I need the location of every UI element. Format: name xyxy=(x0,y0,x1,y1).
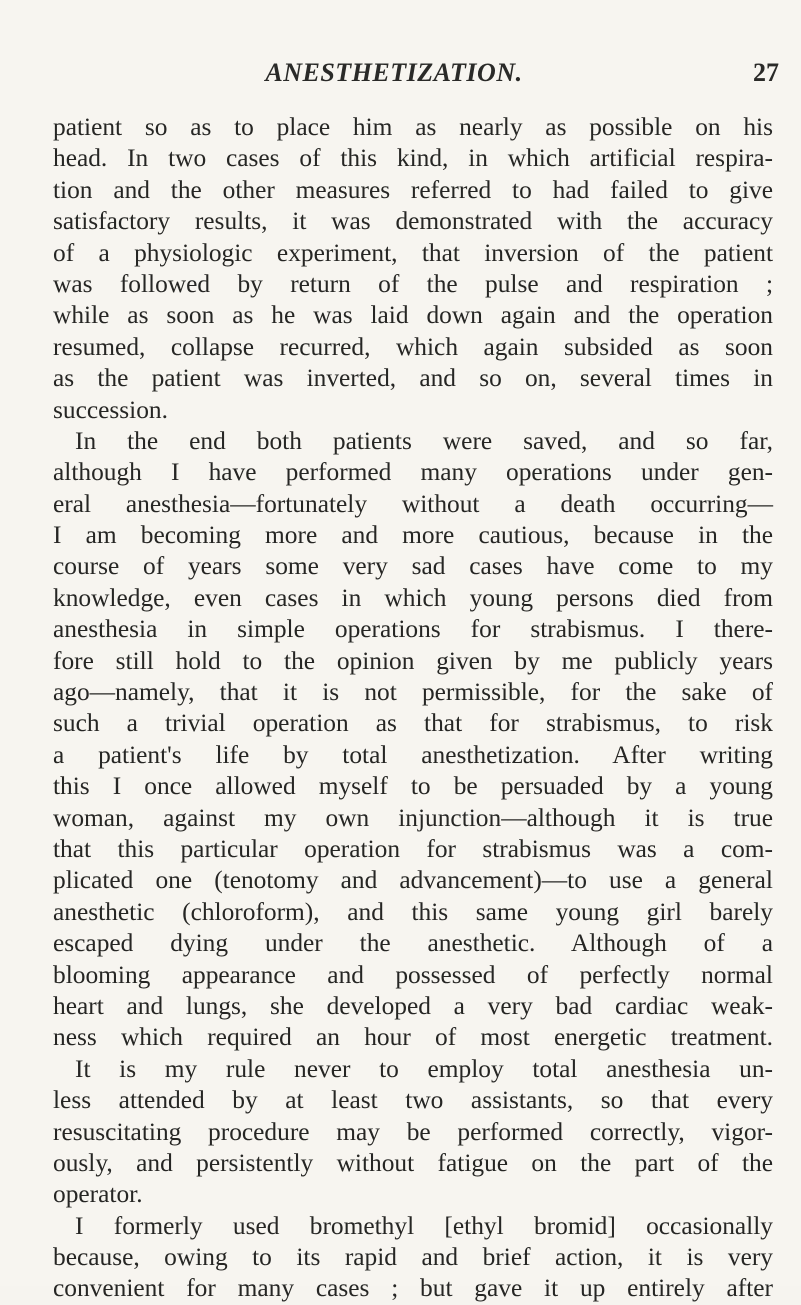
running-head xyxy=(0,58,801,98)
text-line: of a physiologic experiment, that inversion of the patient xyxy=(53,238,773,267)
text-line: heart and lungs, she developed a very bad cardiac weak- xyxy=(53,991,773,1020)
text-line: In the end both patients were saved, and so far, xyxy=(75,426,773,455)
text-line: satisfactory results, it was demonstrated with the accuracy xyxy=(53,207,773,236)
text-line: that this particular operation for strabismus was a com- xyxy=(53,834,773,863)
running-title: ANESTHETIZATION. xyxy=(265,58,523,87)
text-line: fore still hold to the opinion given by me publicly years xyxy=(53,646,773,675)
text-line: plicated one (tenotomy and advancement)—to use a general xyxy=(53,866,773,895)
text-line: such a trivial operation as that for strabismus, to risk xyxy=(53,709,773,738)
text-line: course of years some very sad cases have come to my xyxy=(53,552,773,581)
text-line: succession. xyxy=(53,395,168,424)
text-line: eral anesthesia—fortunately without a death occurring— xyxy=(53,489,773,518)
text-line: knowledge, even cases in which young persons died from xyxy=(53,583,773,612)
text-line: as the patient was inverted, and so on, several times in xyxy=(53,364,773,393)
text-line: I formerly used bromethyl [ethyl bromid] occasionally xyxy=(75,1211,773,1240)
text-line: less attended by at least two assistants, so that every xyxy=(53,1086,773,1115)
body-text xyxy=(53,112,773,1305)
text-line: was followed by return of the pulse and respiration ; xyxy=(53,269,773,298)
text-line: although I have performed many operations under gen- xyxy=(53,458,773,487)
text-line: anesthetic (chloroform), and this same young girl barely xyxy=(53,897,773,926)
text-line: a patient's life by total anesthetization. After writing xyxy=(53,740,773,769)
text-line: because, owing to its rapid and brief action, it is very xyxy=(53,1243,773,1272)
text-line: escaped dying under the anesthetic. Although of a xyxy=(53,929,773,958)
text-line: operator. xyxy=(53,1180,143,1209)
text-line: ness which required an hour of most energetic treatment. xyxy=(53,1023,773,1052)
text-line: convenient for many cases ; but gave it up entirely after xyxy=(53,1274,773,1303)
page-number: 27 xyxy=(753,58,779,87)
text-line: ago—namely, that it is not permissible, for the sake of xyxy=(53,678,773,707)
text-line: woman, against my own injunction—although it is true xyxy=(53,803,773,832)
text-line: while as soon as he was laid down again and the operation xyxy=(53,301,773,330)
text-line: blooming appearance and possessed of perfectly normal xyxy=(53,960,773,989)
text-line: I am becoming more and more cautious, because in the xyxy=(53,521,773,550)
text-line: patient so as to place him as nearly as possible on his xyxy=(53,113,773,141)
text-line: It is my rule never to employ total anesthesia un- xyxy=(75,1054,773,1083)
text-line: this I once allowed myself to be persuaded by a young xyxy=(53,772,773,801)
text-line: tion and the other measures referred to had failed to give xyxy=(53,175,773,204)
text-line: anesthesia in simple operations for strabismus. I there- xyxy=(53,615,773,644)
text-line: resuscitating procedure may be performed correctly, vigor- xyxy=(53,1117,773,1146)
text-line: head. In two cases of this kind, in which artificial respira- xyxy=(53,144,773,173)
text-line: resumed, collapse recurred, which again subsided as soon xyxy=(53,332,773,361)
text-line: ously, and persistently without fatigue on the part of the xyxy=(53,1148,773,1177)
